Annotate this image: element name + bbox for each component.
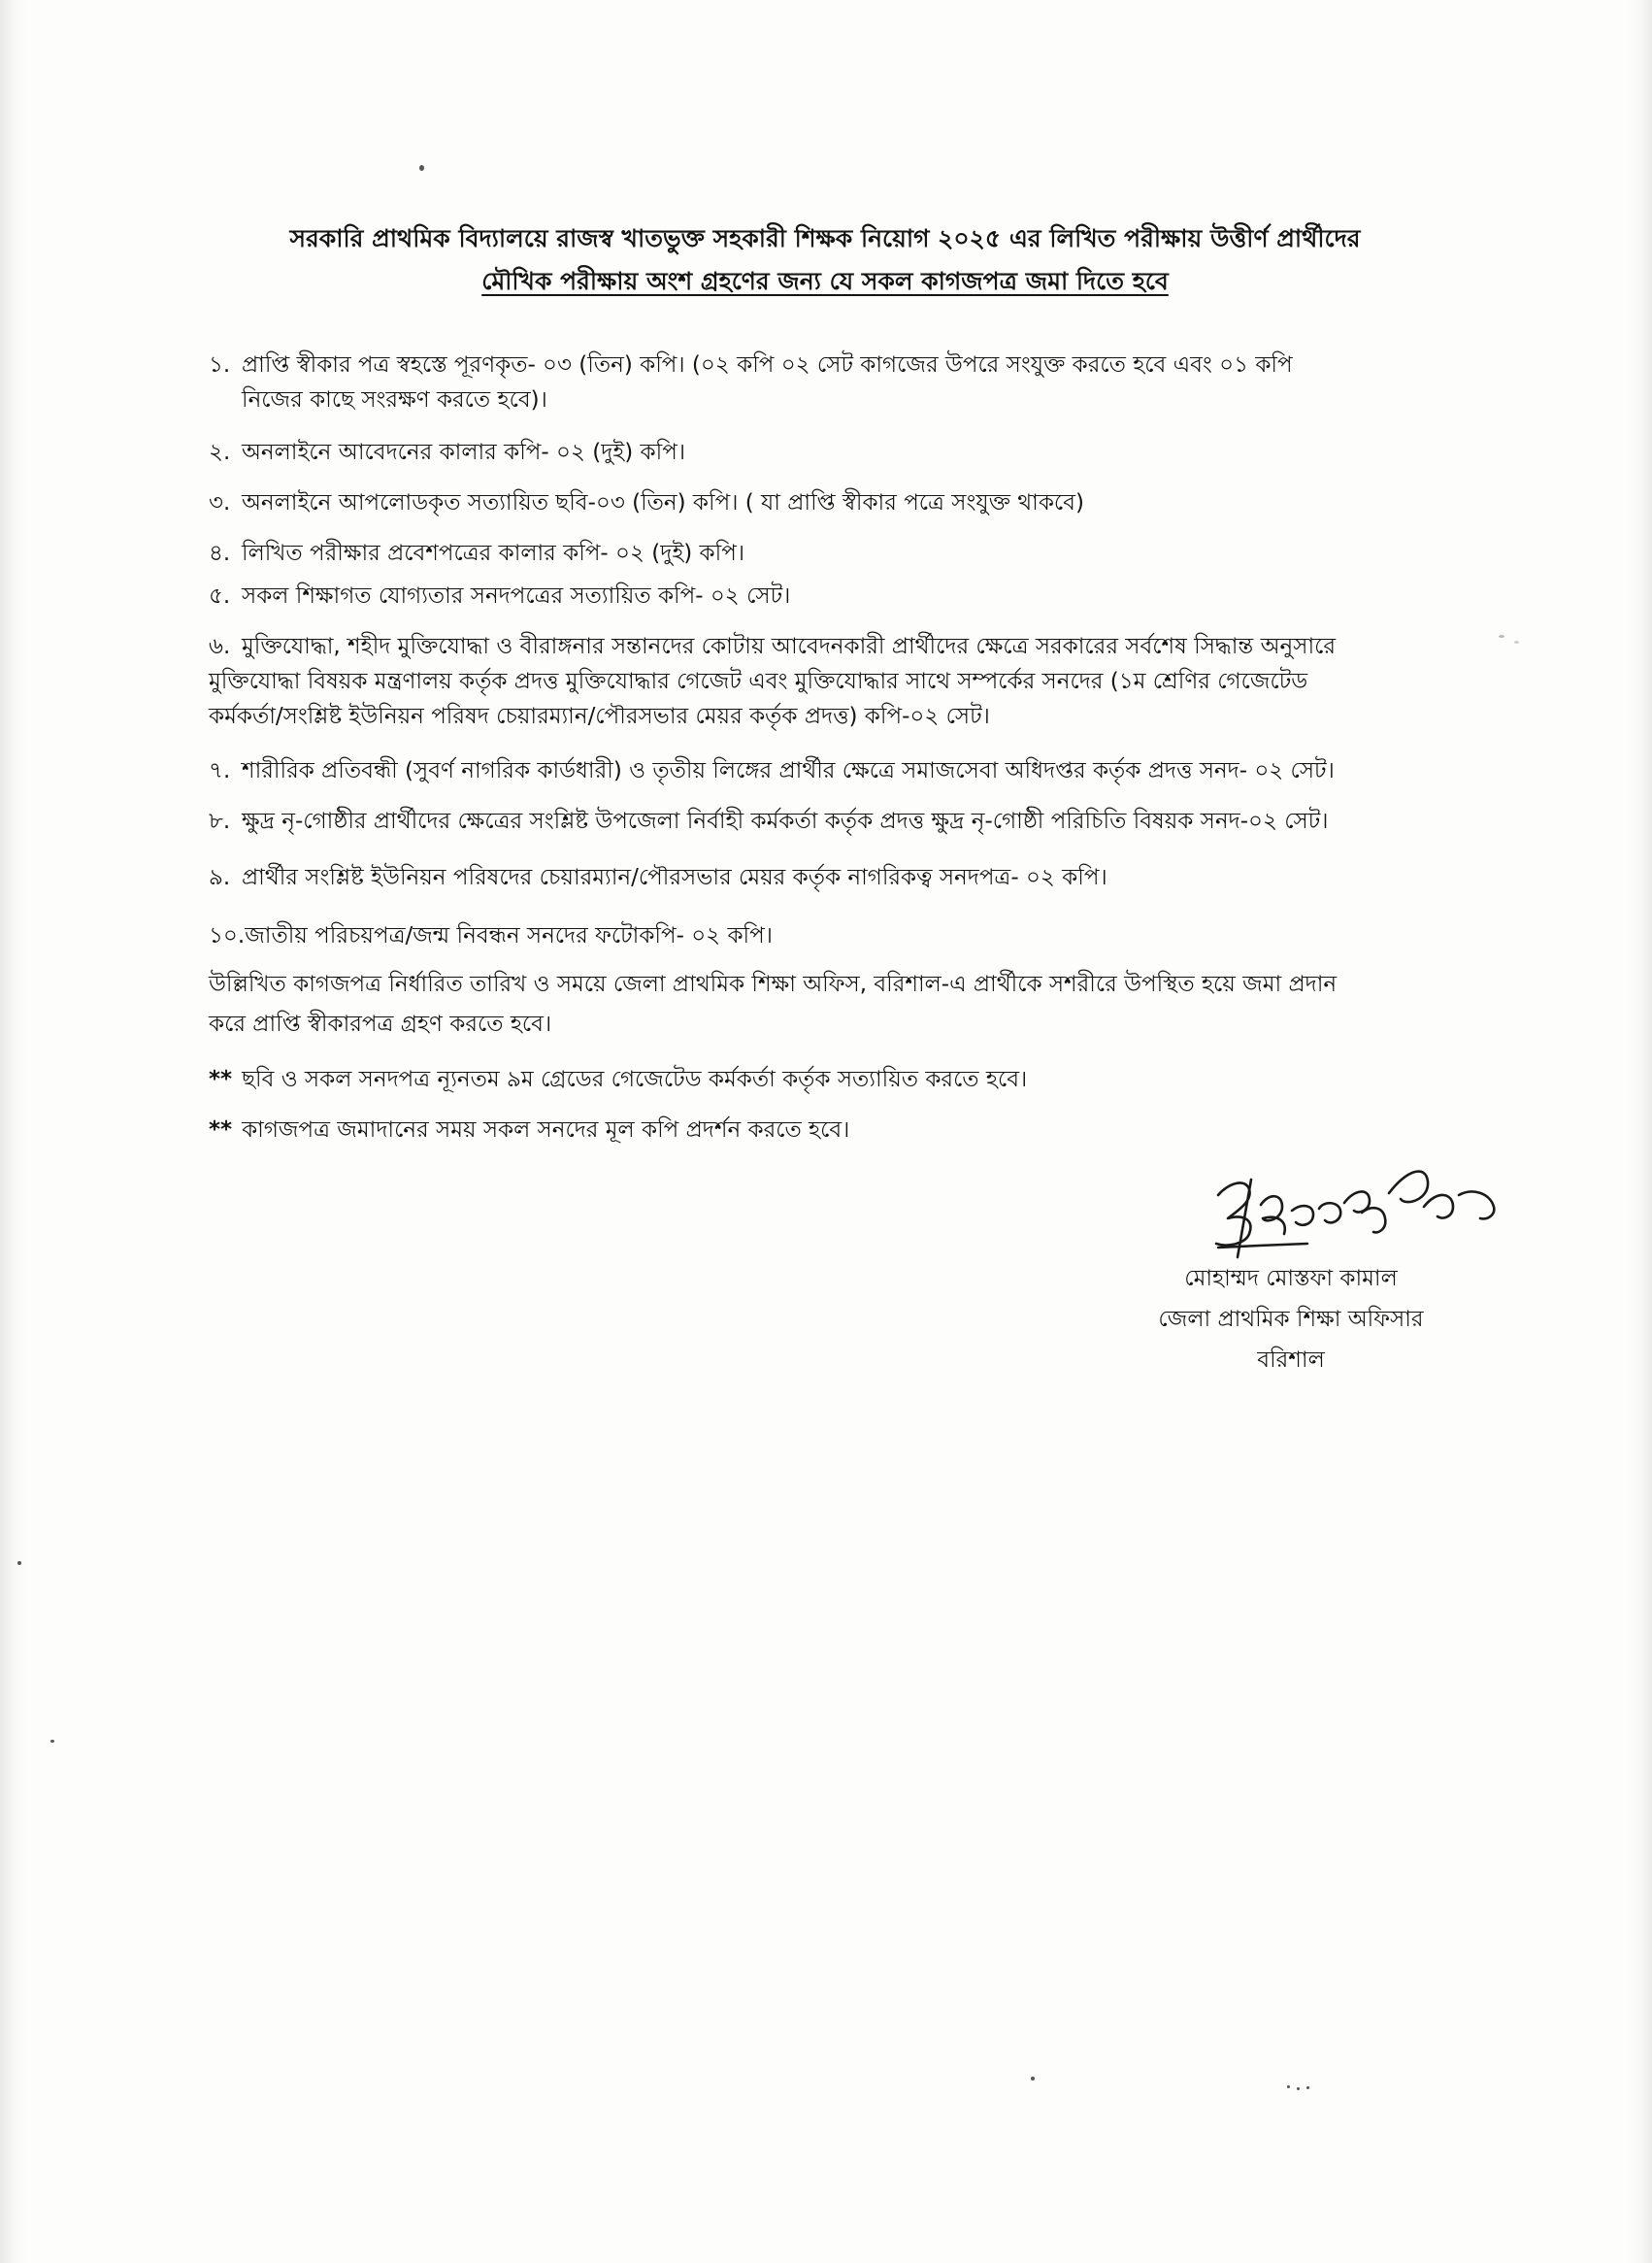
item-number: ৮. <box>209 809 231 834</box>
item-number: ৭. <box>209 758 231 783</box>
note-2 <box>209 1113 849 1148</box>
list-item-5 <box>209 579 1461 614</box>
scan-speck <box>17 1561 21 1565</box>
item-number: ৫. <box>209 583 231 609</box>
item-number: ৯. <box>209 865 231 890</box>
list-item-2 <box>209 435 1461 470</box>
scan-speck <box>50 1740 54 1743</box>
scan-edge-right <box>1627 0 1652 2263</box>
list-item-3 <box>209 485 1461 520</box>
item-text-line: প্রার্থীর সংশ্লিষ্ট ইউনিয়ন পরিষদের চেয়ারম্যান/পৌরসভার মেয়র কর্তৃক নাগরিকত্ব সনদপত্র- ০২ কপি। <box>242 865 1107 890</box>
signature-stroke <box>1389 1172 1428 1203</box>
signatory-name: মোহাম্মদ মোস্তফা কামাল <box>1184 1266 1398 1291</box>
list-item-8 <box>209 804 1461 839</box>
signature-stroke <box>1292 1206 1313 1225</box>
scan-speck <box>1514 641 1519 644</box>
scan-speck <box>1297 2087 1300 2090</box>
list-item-6 <box>209 629 1461 734</box>
closing-paragraph-line-2: করে প্রাপ্তি স্বীকারপত্র গ্রহণ করতে হবে। <box>209 1012 552 1037</box>
item-text-line: সকল শিক্ষাগত যোগ্যতার সনদপত্রের সত্যায়িত কপি- ০২ সেট। <box>242 583 791 609</box>
list-item-9 <box>209 860 1461 895</box>
item-number: ১০. <box>209 923 246 948</box>
list-item-7 <box>209 753 1461 788</box>
signatory-location: বরিশাল <box>1257 1348 1325 1373</box>
item-text-line: কর্মকর্তা/সংশ্লিষ্ট ইউনিয়ন পরিষদ চেয়ারম্যান/পৌরসভার মেয়র কর্তৃক প্রদত্ত) কপি-০২ সেট। <box>209 704 990 729</box>
item-number: ৩. <box>209 490 231 516</box>
item-text-line: অনলাইনে আপলোডকৃত সত্যায়িত ছবি-০৩ (তিন) কপি। ( যা প্রাপ্তি স্বীকার পত্রে সংযুক্ত থাকবে) <box>242 490 1084 516</box>
scan-speck <box>1031 2077 1035 2080</box>
signature-stroke <box>1362 1208 1385 1232</box>
scan-speck <box>1287 2085 1290 2088</box>
list-item-4 <box>209 536 1461 571</box>
heading-line-2 <box>194 260 1456 303</box>
item-text-line: ক্ষুদ্র নৃ-গোষ্ঠীর প্রার্থীদের ক্ষেত্রের সংশ্লিষ্ট উপজেলা নির্বাহী কর্মকর্তা কর্তৃক প্রদত্ত ক্ষুদ্র নৃ-গোষ্ঠী পরিচিতি বিষয়ক সনদ-০২ সেট। <box>242 809 1329 834</box>
item-text-line: নিজের কাছে সংরক্ষণ করতে হবে)। <box>242 387 547 413</box>
scan-speck <box>1306 2086 1309 2089</box>
note-text: কাগজপত্র জমাদানের সময় সকল সনদের মূল কপি প্রদর্শন করতে হবে। <box>242 1117 850 1143</box>
item-number: ২. <box>209 440 231 465</box>
closing-paragraph-line-1: উল্লিখিত কাগজপত্র নির্ধারিত তারিখ ও সময়ে জেলা প্রাথমিক শিক্ষা অফিস, বরিশাল-এ প্রার্থীকে সশরীরে উপস্থিত হয়ে জমা প্রদান <box>209 972 1338 997</box>
document-heading <box>194 217 1456 303</box>
item-text-line: অনলাইনে আবেদনের কালার কপি- ০২ (দুই) কপি। <box>242 440 686 465</box>
signature-stroke <box>1261 1196 1285 1234</box>
item-number: ৪. <box>209 541 231 566</box>
item-text-line: জাতীয় পরিচয়পত্র/জন্ম নিবন্ধন সনদের ফটোকপি- ০২ কপি। <box>245 923 773 948</box>
list-item-10 <box>209 918 1461 953</box>
heading-line-2-text: মৌখিক পরীক্ষায় অংশ গ্রহণের জন্য যে সকল কাগজপত্র জমা দিতে হবে <box>481 267 1169 295</box>
scan-edge-left <box>0 0 29 2263</box>
signature-stroke <box>1319 1203 1340 1222</box>
handwritten-signature <box>1199 1150 1509 1267</box>
item-text-line: মুক্তিযোদ্ধা বিষয়ক মন্ত্রণালয় কর্তৃক প্রদত্ত মুক্তিযোদ্ধার গেজেট এবং মুক্তিযোদ্ধার সাথে সম্পর্কের সনদের (১ম শ্রেণির গেজেটেড <box>209 669 1308 694</box>
signatory-designation: জেলা প্রাথমিক শিক্ষা অফিসার <box>1158 1307 1424 1332</box>
heading-line-1: সরকারি প্রাথমিক বিদ্যালয়ে রাজস্ব খাতভুক্ত সহকারী শিক্ষক নিয়োগ ২০২৫ এর লিখিত পরীক্ষায় উত্তীর্ণ প্রার্থীদের <box>289 224 1361 252</box>
signatory-block <box>1068 1258 1514 1381</box>
signature-stroke <box>1459 1191 1494 1218</box>
note-stars: ** <box>209 1117 233 1143</box>
item-text-line: শারীরিক প্রতিবন্ধী (সুবর্ণ নাগরিক কার্ডধারী) ও তৃতীয় লিঙ্গের প্রার্থীর ক্ষেত্রে সমাজসেবা অধিদপ্তর কর্তৃক প্রদত্ত সনদ- ০২ সেট। <box>242 758 1335 783</box>
item-text-line: মুক্তিযোদ্ধা, শহীদ মুক্তিযোদ্ধা ও বীরাঙ্গনার সন্তানদের কোটায় আবেদনকারী প্রার্থীদের ক্ষেত্রে সরকারের সর্বশেষ সিদ্ধান্ত অনুসারে <box>242 634 1337 659</box>
item-number: ১. <box>209 352 231 378</box>
note-text: ছবি ও সকল সনদপত্র ন্যূনতম ৯ম গ্রেডের গেজেটেড কর্মকর্তা কর্তৃক সত্যায়িত করতে হবে। <box>242 1067 1028 1092</box>
list-item-1 <box>209 348 1461 417</box>
scan-speck <box>1499 635 1504 638</box>
item-text-line: প্রাপ্তি স্বীকার পত্র স্বহস্তে পূরণকৃত- ০৩ (তিন) কপি। (০২ কপি ০২ সেট কাগজের উপরে সংযুক্ত করতে হবে এবং ০১ কপি <box>242 352 1293 378</box>
scan-speck <box>419 165 424 171</box>
note-stars: ** <box>209 1067 233 1092</box>
closing-paragraph <box>209 965 1470 1045</box>
item-number: ৬. <box>209 634 231 659</box>
signature-stroke <box>1424 1195 1453 1218</box>
note-1 <box>209 1062 1027 1097</box>
item-text-line: লিখিত পরীক্ষার প্রবেশপত্রের কালার কপি- ০২ (দুই) কপি। <box>242 541 745 566</box>
